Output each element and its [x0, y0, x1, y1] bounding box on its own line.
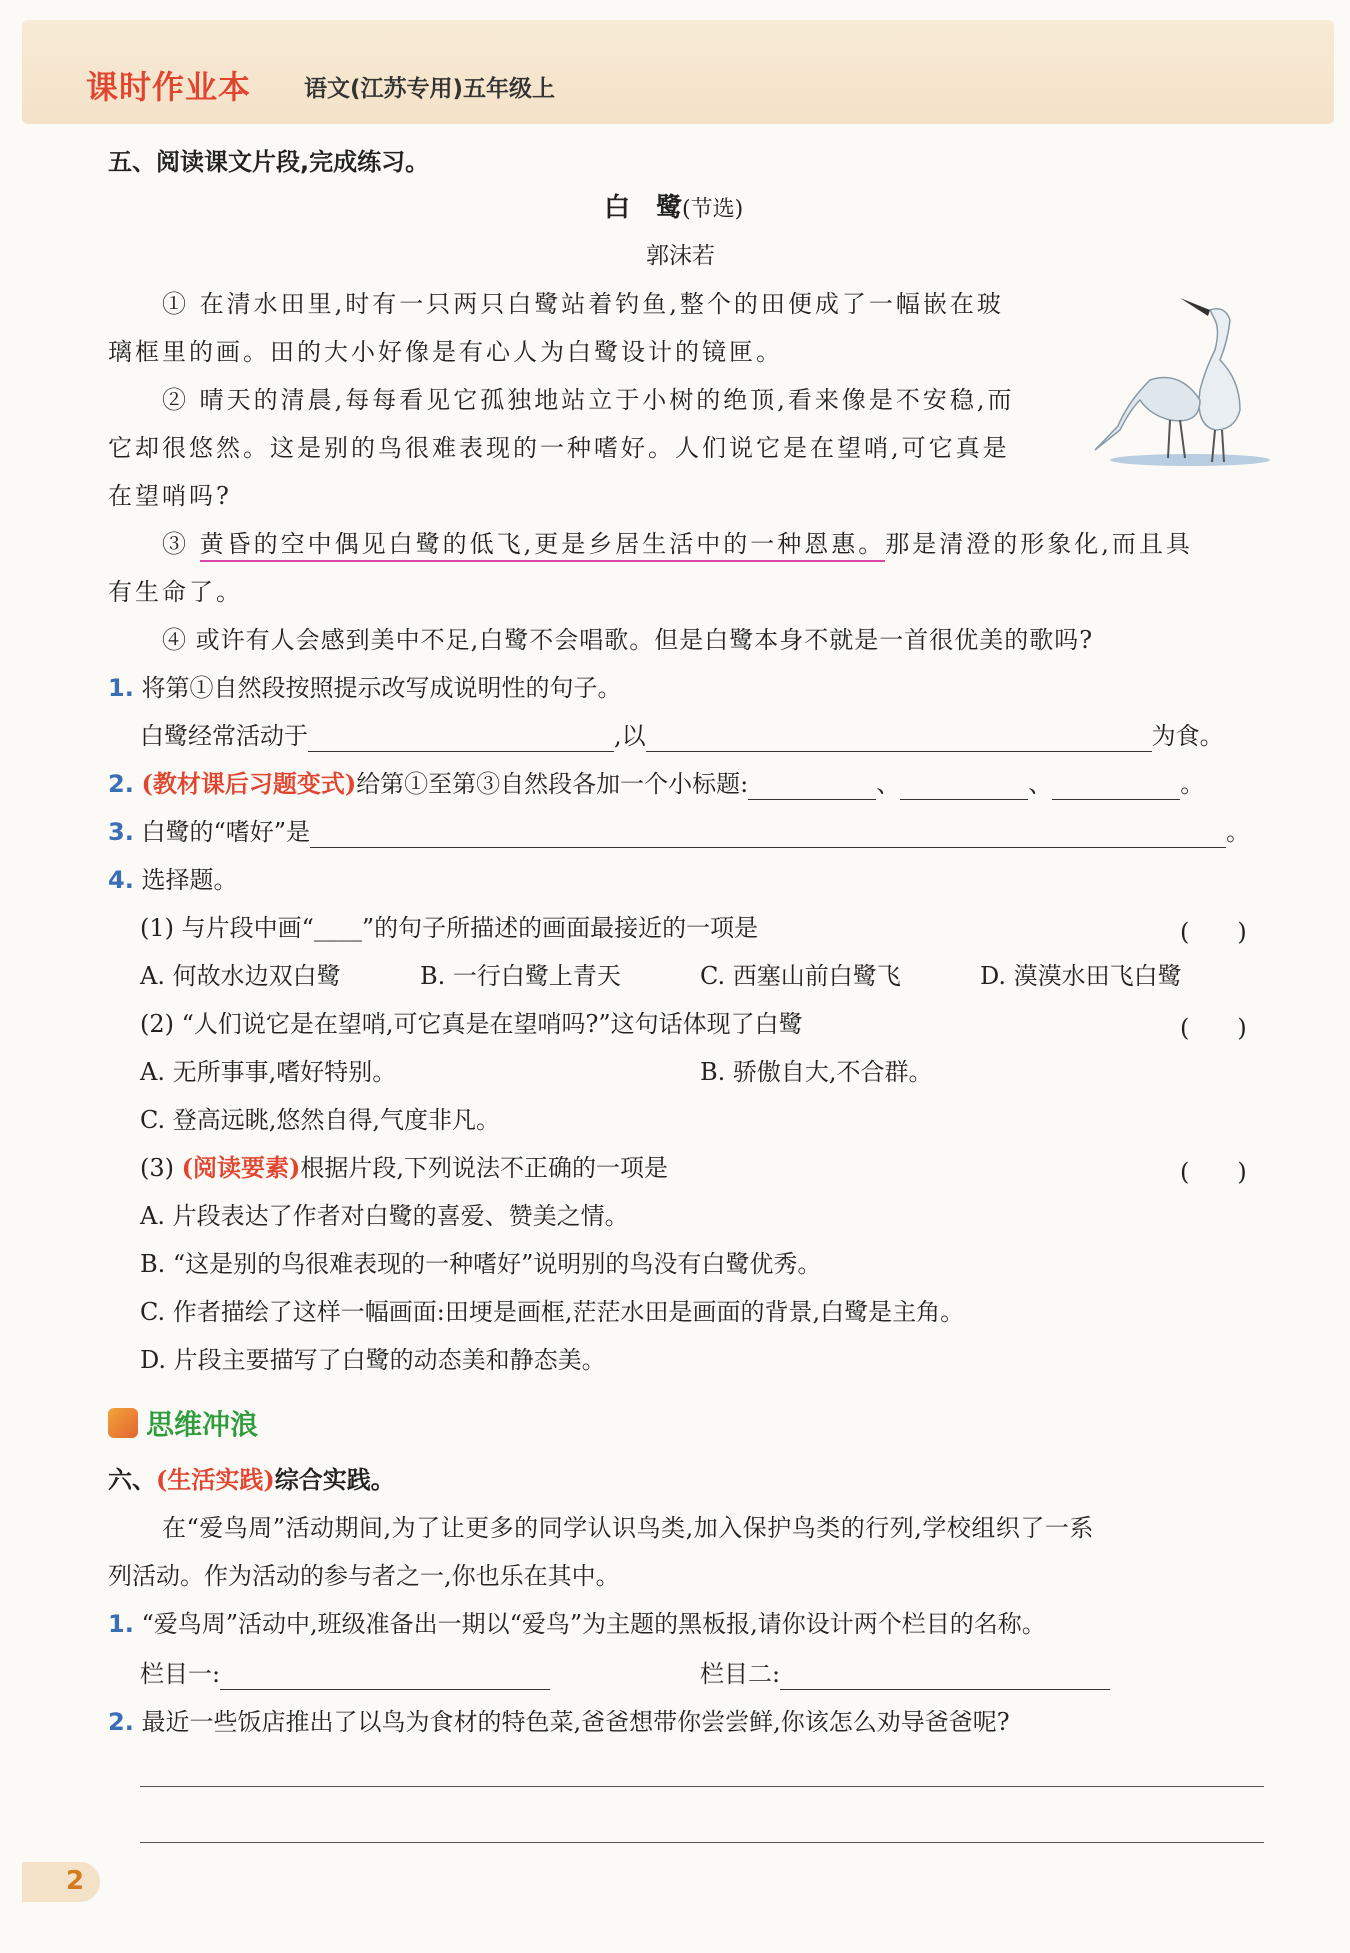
- page-number-tab: [22, 1862, 100, 1902]
- q4-sub3-answer[interactable]: ( ): [1180, 1158, 1247, 1186]
- q4-sub2: (2) “人们说它是在望哨,可它真是在望哨吗?”这句话体现了白鹭: [140, 1010, 803, 1038]
- s6-q2-prompt: 2. 最近一些饭店推出了以鸟为食材的特色菜,爸爸想带你尝尝鲜,你该怎么劝导爸爸呢?: [108, 1708, 1010, 1736]
- passage-p3-line2: 有生命了。: [108, 578, 243, 606]
- q2-blank-1[interactable]: [748, 775, 876, 800]
- s6-q2-answer-line-2[interactable]: [140, 1842, 1264, 1843]
- passage-p1-line1: ① 在清水田里,时有一只两只白鹭站着钓鱼,整个的田便成了一幅嵌在玻: [162, 290, 1004, 318]
- s6-q2-answer-line-1[interactable]: [140, 1786, 1264, 1787]
- passage-p1-line2: 璃框里的画。田的大小好像是有心人为白鹭设计的镜匣。: [108, 338, 783, 366]
- passage-author: 郭沫若: [646, 243, 715, 269]
- s6-q1-column1: 栏目一:: [140, 1658, 550, 1690]
- q4-sub1: (1) 与片段中画“____”的句子所描述的画面最接近的一项是: [140, 914, 759, 942]
- q4-sub1-answer[interactable]: ( ): [1180, 918, 1247, 946]
- q1-blank-place[interactable]: [308, 727, 614, 752]
- q4-sub1-option-c[interactable]: C. 西塞山前白鹭飞: [700, 962, 901, 990]
- q1-prompt: 1. 将第①自然段按照提示改写成说明性的句子。: [108, 674, 622, 702]
- q4-sub1-option-d[interactable]: D. 漠漠水田飞白鹭: [980, 962, 1182, 990]
- q2-blank-2[interactable]: [900, 775, 1028, 800]
- passage-title: 白 鹭(节选): [604, 193, 744, 223]
- egret-illustration: [1090, 290, 1270, 470]
- q4-sub3-option-d[interactable]: D. 片段主要描写了白鹭的动态美和静态美。: [140, 1346, 606, 1374]
- brand-title: 课时作业本: [86, 68, 252, 106]
- q4-sub1-option-a[interactable]: A. 何故水边双白鹭: [140, 962, 341, 990]
- page-number: 2: [66, 1866, 85, 1896]
- section6-title: 六、(生活实践)综合实践。: [108, 1465, 395, 1494]
- s6-q1-prompt: 1. “爱鸟周”活动中,班级准备出一期以“爱鸟”为主题的黑板报,请你设计两个栏目的名称。: [108, 1610, 1046, 1638]
- q1-fill: 白鹭经常活动于 ,以 为食。: [140, 722, 1224, 750]
- q4-sub3-option-c[interactable]: C. 作者描绘了这样一幅画面:田埂是画框,茫茫水田是画面的背景,白鹭是主角。: [140, 1298, 965, 1326]
- q4-sub2-answer[interactable]: ( ): [1180, 1014, 1247, 1042]
- q4-sub2-option-b[interactable]: B. 骄傲自大,不合群。: [700, 1058, 933, 1086]
- section5-title: 五、阅读课文片段,完成练习。: [108, 148, 430, 176]
- q3-prompt: 3. 白鹭的“嗜好”是 。: [108, 818, 1251, 846]
- q4-prompt: 4. 选择题。: [108, 866, 238, 894]
- passage-p2-line3: 在望哨吗?: [108, 482, 232, 510]
- q4-sub3-option-b[interactable]: B. “这是别的鸟很难表现的一种嗜好”说明别的鸟没有白鹭优秀。: [140, 1250, 822, 1278]
- q4-sub3: (3) (阅读要素)根据片段,下列说法不正确的一项是: [140, 1153, 668, 1182]
- q4-sub2-option-a[interactable]: A. 无所事事,嗜好特别。: [140, 1058, 397, 1086]
- passage-p4-line1: ④ 或许有人会感到美中不足,白鹭不会唱歌。但是白鹭本身不就是一首很优美的歌吗?: [162, 626, 1094, 654]
- passage-p3-line1: ③ 黄昏的空中偶见白鹭的低飞,更是乡居生活中的一种恩惠。那是清澄的形象化,而且具: [162, 528, 1193, 560]
- q4-sub2-option-c[interactable]: C. 登高远眺,悠然自得,气度非凡。: [140, 1106, 501, 1134]
- column1-blank[interactable]: [220, 1665, 550, 1690]
- q2-blank-3[interactable]: [1052, 775, 1180, 800]
- wave-icon: [108, 1408, 138, 1438]
- section-banner: 思维冲浪: [146, 1408, 259, 1441]
- passage-p2-line2: 它却很悠然。这是别的鸟很难表现的一种嗜好。人们说它是在望哨,可它真是: [108, 434, 1010, 462]
- q4-sub1-option-b[interactable]: B. 一行白鹭上青天: [420, 962, 621, 990]
- q1-blank-food[interactable]: [646, 727, 1152, 752]
- book-subtitle: 语文(江苏专用)五年级上: [304, 76, 556, 102]
- underlined-sentence: 黄昏的空中偶见白鹭的低飞,更是乡居生活中的一种恩惠。: [200, 530, 886, 562]
- column2-blank[interactable]: [780, 1665, 1110, 1690]
- section6-intro-line2: 列活动。作为活动的参与者之一,你也乐在其中。: [108, 1562, 620, 1590]
- q2-prompt: 2. (教材课后习题变式)给第①至第③自然段各加一个小标题: 、 、 。: [108, 769, 1205, 798]
- section6-intro-line1: 在“爱鸟周”活动期间,为了让更多的同学认识鸟类,加入保护鸟类的行列,学校组织了一系: [162, 1514, 1094, 1542]
- q3-blank[interactable]: [310, 823, 1226, 848]
- passage-p2-line1: ② 晴天的清晨,每每看见它孤独地站立于小树的绝顶,看来像是不安稳,而: [162, 386, 1015, 414]
- q4-sub3-option-a[interactable]: A. 片段表达了作者对白鹭的喜爱、赞美之情。: [140, 1202, 629, 1230]
- s6-q1-column2: 栏目二:: [700, 1658, 1110, 1690]
